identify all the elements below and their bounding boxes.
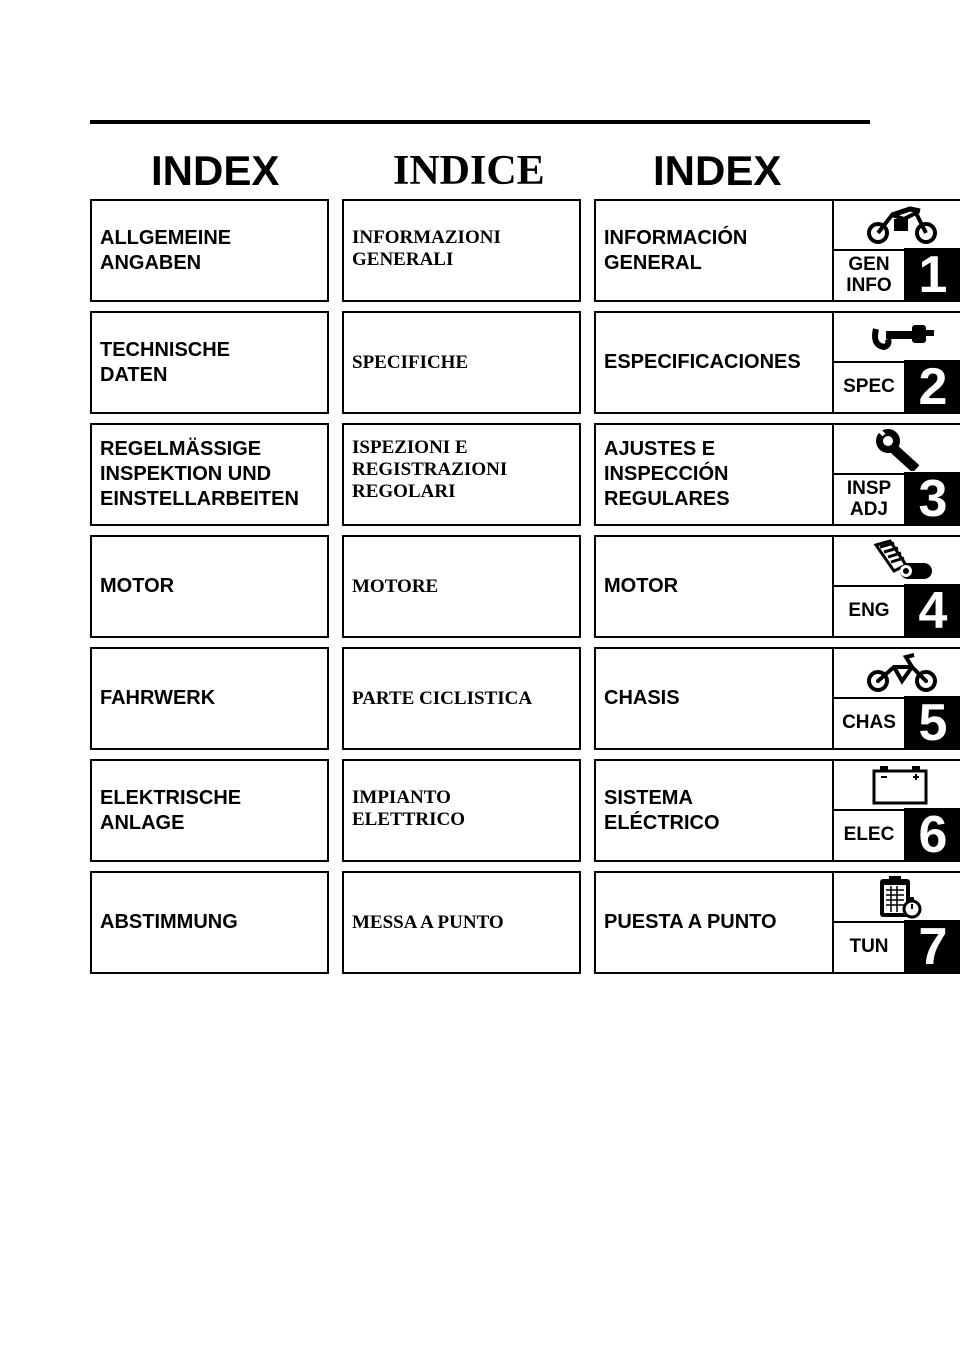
chapter-abbreviation: GEN INFO	[846, 253, 892, 296]
section-title-spanish: ESPECIFICACIONES	[604, 351, 801, 373]
index-heading-italian: INDICE	[393, 148, 545, 194]
section-cell-german[interactable]	[90, 535, 329, 638]
section-title-german: MOTOR	[100, 575, 175, 597]
engine-cylinder-icon	[854, 539, 942, 583]
section-cell-italian[interactable]	[342, 759, 581, 862]
section-cell-spanish[interactable]	[594, 311, 960, 414]
chapter-tab[interactable]	[832, 873, 960, 976]
section-title-italian: INFORMAZIONI GENERALI	[352, 227, 501, 270]
section-cell-spanish[interactable]	[594, 423, 960, 526]
chapter-abbreviation: TUN	[849, 936, 889, 957]
section-title-spanish: CHASIS	[604, 687, 680, 709]
section-title-german: ELEKTRISCHE ANLAGE	[100, 786, 242, 834]
section-cell-italian[interactable]	[342, 871, 581, 974]
section-cell-italian[interactable]	[342, 535, 581, 638]
section-title-italian: MESSA A PUNTO	[352, 911, 504, 933]
section-cell-german[interactable]	[90, 871, 329, 974]
section-title-italian: PARTE CICLISTICA	[352, 687, 533, 709]
chapter-number: 1	[904, 248, 960, 300]
open-end-wrench-icon	[854, 315, 942, 359]
wrench-icon	[854, 427, 942, 471]
index-heading-spanish: INDEX	[653, 147, 782, 194]
section-title-spanish: PUESTA A PUNTO	[604, 911, 777, 933]
index-heading-german: INDEX	[151, 147, 280, 194]
section-cell-italian[interactable]	[342, 423, 581, 526]
section-cell-spanish[interactable]	[594, 647, 960, 750]
section-title-spanish: MOTOR	[604, 575, 679, 597]
battery-icon	[854, 763, 942, 807]
chapter-abbreviation: INSP ADJ	[846, 477, 892, 520]
motorcycle-icon	[854, 203, 942, 247]
chapter-abbreviation: SPEC	[843, 376, 895, 397]
section-cell-spanish[interactable]	[594, 199, 960, 302]
section-cell-italian[interactable]	[342, 199, 581, 302]
index-row-chassis	[0, 647, 960, 750]
section-title-german: FAHRWERK	[100, 687, 216, 709]
chapter-abbreviation: ELEC	[843, 824, 895, 845]
motorcycle-frame-icon	[854, 651, 942, 695]
index-row-insp-adj	[0, 423, 960, 526]
section-title-italian: ISPEZIONI E REGISTRAZIONI REGOLARI	[352, 437, 508, 502]
section-cell-italian[interactable]	[342, 311, 581, 414]
chapter-tab[interactable]	[832, 201, 960, 304]
chapter-number: 2	[904, 360, 960, 412]
chapter-abbreviation: CHAS	[842, 712, 896, 733]
index-row-electrical	[0, 759, 960, 862]
chapter-tab[interactable]	[832, 649, 960, 752]
chapter-abbreviation: ENG	[848, 600, 890, 621]
chapter-number: 3	[904, 472, 960, 524]
index-row-tuning	[0, 871, 960, 974]
index-row-spec	[0, 311, 960, 414]
section-title-german: REGELMÄSSIGE INSPEKTION UND EINSTELLARBEITEN	[100, 438, 299, 510]
section-title-italian: SPECIFICHE	[352, 351, 469, 373]
section-cell-italian[interactable]	[342, 647, 581, 750]
section-title-italian: IMPIANTO ELETTRICO	[352, 787, 465, 830]
section-cell-spanish[interactable]	[594, 535, 960, 638]
section-title-german: TECHNISCHE DATEN	[100, 338, 231, 386]
section-title-spanish: SISTEMA ELÉCTRICO	[604, 786, 720, 834]
section-title-german: ALLGEMEINE ANGABEN	[100, 226, 232, 274]
top-rule	[90, 120, 870, 124]
section-cell-spanish[interactable]	[594, 759, 960, 862]
section-title-italian: MOTORE	[352, 575, 439, 597]
index-row-engine	[0, 535, 960, 638]
chapter-tab[interactable]	[832, 313, 960, 416]
section-cell-german[interactable]	[90, 199, 329, 302]
chapter-tab[interactable]	[832, 761, 960, 864]
section-cell-spanish[interactable]	[594, 871, 960, 974]
chapter-number: 6	[904, 808, 960, 860]
section-cell-german[interactable]	[90, 423, 329, 526]
chapter-number: 4	[904, 584, 960, 636]
section-title-spanish: INFORMACIÓN GENERAL	[604, 226, 748, 274]
chapter-tab[interactable]	[832, 425, 960, 528]
chapter-number: 7	[904, 920, 960, 972]
section-cell-german[interactable]	[90, 647, 329, 750]
section-cell-german[interactable]	[90, 311, 329, 414]
section-title-spanish: AJUSTES E INSPECCIÓN REGULARES	[604, 438, 730, 510]
section-title-german: ABSTIMMUNG	[100, 911, 238, 933]
section-cell-german[interactable]	[90, 759, 329, 862]
clipboard-stopwatch-icon	[854, 875, 942, 919]
chapter-tab[interactable]	[832, 537, 960, 640]
chapter-number: 5	[904, 696, 960, 748]
index-row-gen-info	[0, 199, 960, 302]
